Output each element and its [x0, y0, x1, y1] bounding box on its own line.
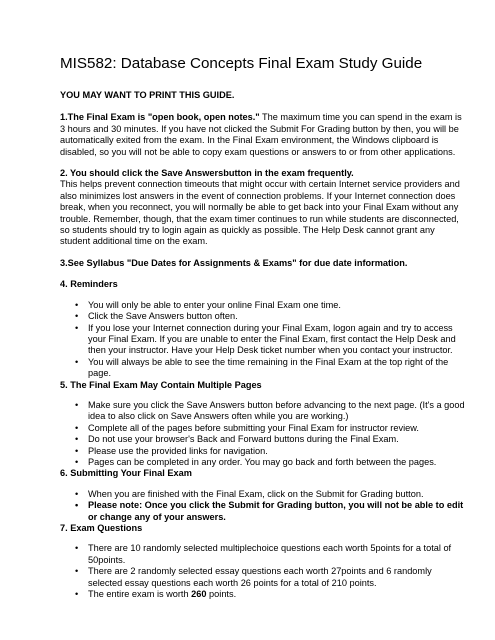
section-3-heading: 3.See Syllabus "Due Dates for Assignments & Exams" for due date information.: [60, 257, 408, 268]
list-item: • There are 2 randomly selected essay questions each worth 27points and 6 randomly selected essay questions each worth 26 points for a total of 210 points.: [88, 566, 465, 589]
submitting-list: [60, 489, 465, 523]
list-item: • Make sure you click the Save Answers button before advancing to the next page. (It's a good idea to also click on Save Answers often while you are working.): [88, 400, 465, 423]
total-prefix: The entire exam is worth: [88, 589, 192, 600]
list-item: • Do not use your browser's Back and Forward buttons during the Final Exam.: [88, 434, 465, 445]
list-item: • There are 10 randomly selected multiplechoice questions each worth 5points for a total of 50points.: [88, 543, 465, 566]
section-4-heading: 4. Reminders: [60, 279, 118, 290]
list-item: • If you lose your Internet connection during your Final Exam, logon again and try to access your Final Exam. If you are unable to enter the Final Exam, first contact the Help Desk and then your instructor. Have your Help Desk ticket number when you contact your instructor.: [88, 323, 465, 357]
multiple-pages-list: [60, 400, 465, 468]
list-item: • Pages can be completed in any order. You may go back and forth between the pages.: [88, 457, 465, 468]
section-1: [60, 112, 465, 158]
section-7-heading: 7. Exam Questions: [60, 523, 143, 533]
section-6-heading: 6. Submitting Your Final Exam: [60, 468, 192, 479]
section-5-heading: 5. The Final Exam May Contain Multiple Pages: [60, 379, 262, 390]
list-item-total: [88, 589, 465, 600]
list-item: • You will always be able to see the time remaining in the Final Exam at the top right of the page.: [88, 357, 465, 380]
list-item: • You will only be able to enter your online Final Exam one time.: [88, 300, 465, 311]
section-1-body: The maximum time you can spend in the exam is 3 hours and 30 minutes. If you have not clicked the Submit For Grading button by then, you will be automatically exited from the exam. In the Final Exam environment, the Windows clipboard is disabled, so you will not be able to copy exam questions or answers to or from other applications.: [60, 112, 462, 157]
list-item: • Click the Save Answers button often.: [88, 311, 465, 322]
page-title: MIS582: Database Concepts Final Exam Study Guide: [60, 55, 423, 72]
exam-questions-list: [60, 543, 465, 600]
list-item: • When you are finished with the Final Exam, click on the Submit for Grading button.: [88, 489, 465, 500]
list-item: • Please use the provided links for navigation.: [88, 446, 465, 457]
reminders-list: [60, 300, 465, 380]
section-2-body: This helps prevent connection timeouts that might occur with certain Internet service providers and also minimizes lost answers in the event of connection problems. If your Internet connection does break, when you reconnect, you will normally be able to get back into your Final Exam without any trouble. Remember, though, that the exam timer continues to run while students are disconnected, so students should try to login again as quickly as possible. The Help Desk cannot grant any student additional time on the exam.: [60, 179, 460, 247]
section-1-lead: 1.The Final Exam is "open book, open notes.": [60, 112, 260, 123]
total-points: 260: [191, 589, 207, 600]
list-item-warning: • Please note: Once you click the Submit for Grading button, you will not be able to edit or change any of your answers.: [88, 500, 465, 523]
print-notice: YOU MAY WANT TO PRINT THIS GUIDE.: [60, 90, 235, 100]
section-2-heading: 2. You should click the Save Answersbutton in the exam frequently.: [60, 168, 354, 179]
list-item: • Complete all of the pages before submitting your Final Exam for instructor review.: [88, 423, 465, 434]
total-suffix: points.: [206, 589, 237, 600]
